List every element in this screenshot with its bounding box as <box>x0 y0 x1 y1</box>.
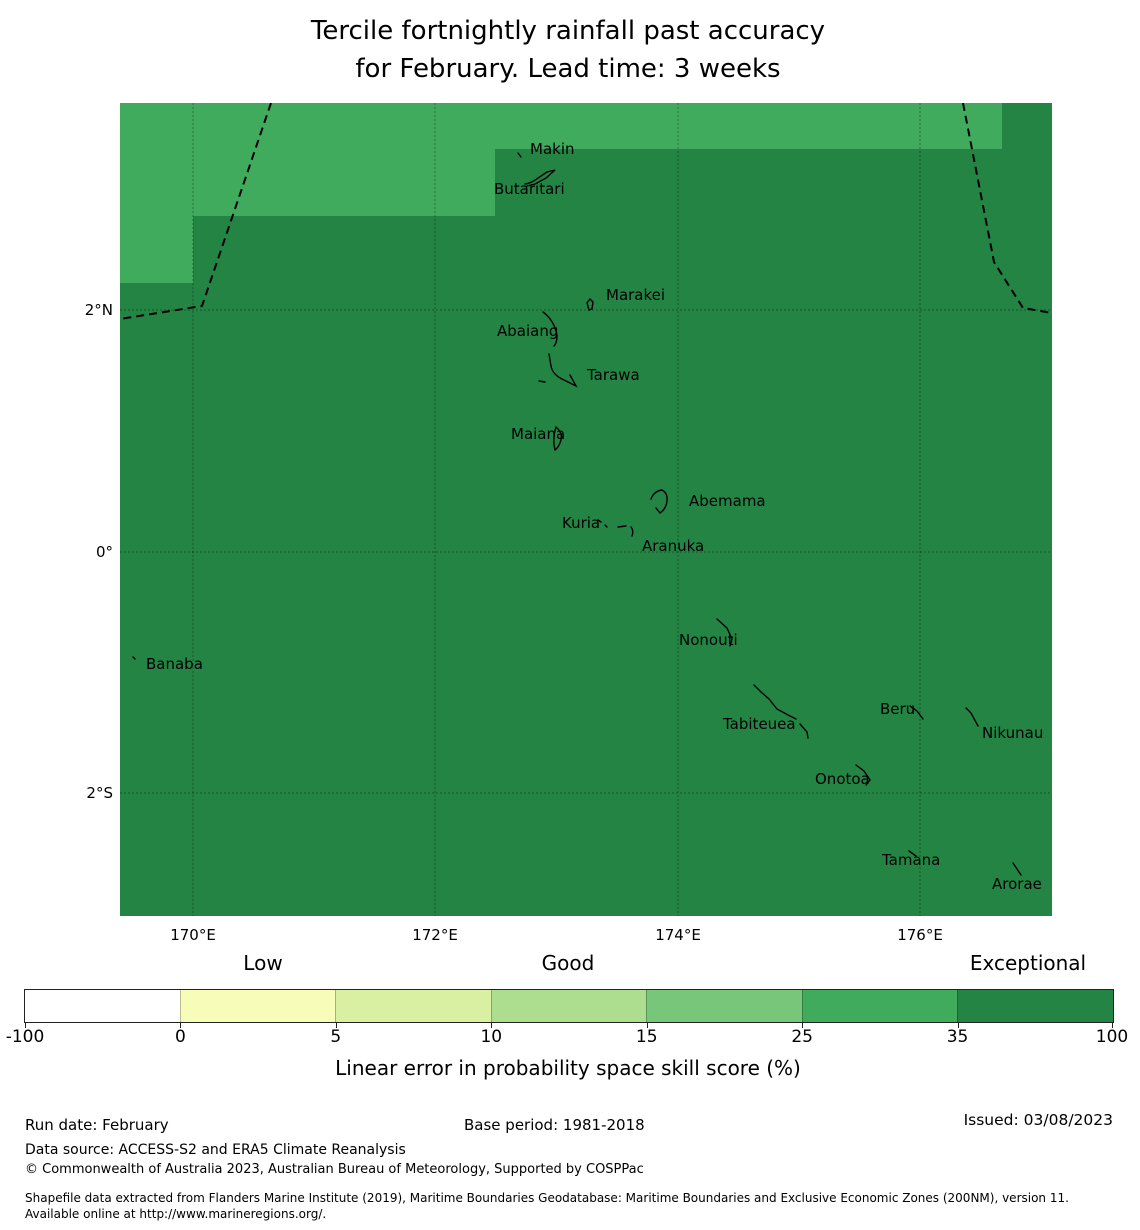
colorbar-tick-label: 15 <box>635 1027 658 1047</box>
eez-boundary-line <box>963 103 1052 313</box>
lon-tick-label: 174°E <box>655 926 701 944</box>
legend-label-good: Good <box>541 951 595 975</box>
footer-run-date: Run date: February <box>25 1116 169 1134</box>
island-label-arorae: Arorae <box>992 875 1042 893</box>
lon-tick-label: 170°E <box>170 926 216 944</box>
colorbar-tick-label: 100 <box>1095 1027 1129 1047</box>
island-label-butaritari: Butaritari <box>494 180 565 198</box>
island-label-onotoa: Onotoa <box>815 770 870 788</box>
footer-issued: Issued: 03/08/2023 <box>963 1111 1113 1129</box>
footer-copyright: © Commonwealth of Australia 2023, Australian Bureau of Meteorology, Supported by COSPPac <box>25 1162 644 1177</box>
colorbar-segment-25-to-35 <box>802 990 958 1022</box>
island-shape-banaba <box>133 657 135 659</box>
colorbar-tick-label: 5 <box>330 1027 342 1047</box>
island-shape-tarawa <box>539 354 576 386</box>
legend-label-low: Low <box>243 951 283 975</box>
colorbar-tick-label: 25 <box>791 1027 813 1047</box>
island-label-beru: Beru <box>880 700 916 718</box>
page-title-line1: Tercile fortnightly rainfall past accuracy <box>310 16 826 46</box>
island-label-kuria: Kuria <box>562 514 601 532</box>
colorbar-tick-label: -100 <box>5 1027 45 1047</box>
legend-label-exceptional: Exceptional <box>969 951 1087 975</box>
footer-data-source: Data source: ACCESS-S2 and ERA5 Climate Reanalysis <box>25 1142 406 1158</box>
colorbar-segment-15-to-25 <box>646 990 802 1022</box>
page-title <box>311 12 825 88</box>
island-shape-makin <box>518 153 521 157</box>
island-shape-nikunau <box>966 708 978 726</box>
island-label-makin: Makin <box>530 140 575 158</box>
colorbar-segment-35-to-100 <box>957 990 1113 1022</box>
island-label-maiana: Maiana <box>511 425 566 443</box>
colorbar-tick-label: 0 <box>175 1027 186 1047</box>
island-shape-arorae <box>1013 863 1021 875</box>
footer-shapefile-note: Shapefile data extracted from Flanders Marine Institute (2019), Maritime Boundaries Geodatabase: Maritime Boundaries and Exclusive Economic Zones (200NM), version 11. Available online at http://www.marineregions.org/. <box>25 1191 1069 1221</box>
colorbar-tick-label: 10 <box>480 1027 503 1047</box>
lat-tick-label: 2°N <box>84 301 113 319</box>
map-overlay <box>120 103 1052 916</box>
colorbar-tick-label: 35 <box>946 1027 969 1047</box>
map-canvas <box>120 103 1052 916</box>
lat-tick-label: 2°S <box>86 784 113 802</box>
island-label-nikunau: Nikunau <box>982 724 1044 742</box>
colorbar <box>24 989 1114 1023</box>
island-label-tamana: Tamana <box>882 851 941 869</box>
colorbar-segment--100-to-0 <box>25 990 180 1022</box>
colorbar-segment-0-to-5 <box>180 990 336 1022</box>
island-label-nonouti: Nonouti <box>679 631 738 649</box>
island-label-marakei: Marakei <box>606 286 666 304</box>
colorbar-title: Linear error in probability space skill score (%) <box>335 1056 801 1080</box>
island-label-banaba: Banaba <box>146 655 203 673</box>
lon-tick-label: 176°E <box>897 926 943 944</box>
island-label-abemama: Abemama <box>689 492 766 510</box>
island-label-tabiteuea: Tabiteuea <box>723 715 796 733</box>
lat-tick-label: 0° <box>95 543 113 561</box>
colorbar-segment-10-to-15 <box>491 990 647 1022</box>
island-label-tarawa: Tarawa <box>587 366 640 384</box>
colorbar-segment-5-to-10 <box>335 990 491 1022</box>
eez-boundary-line <box>120 103 271 319</box>
island-label-abaiang: Abaiang <box>497 322 559 340</box>
page-title-line2: for February. Lead time: 3 weeks <box>355 54 781 84</box>
island-label-aranuka: Aranuka <box>642 537 705 555</box>
lon-tick-label: 172°E <box>412 926 458 944</box>
island-shape-marakei <box>587 299 593 310</box>
island-shape-aranuka <box>618 526 633 536</box>
footer-base-period: Base period: 1981-2018 <box>464 1116 645 1134</box>
island-shape-abemama <box>651 490 667 513</box>
